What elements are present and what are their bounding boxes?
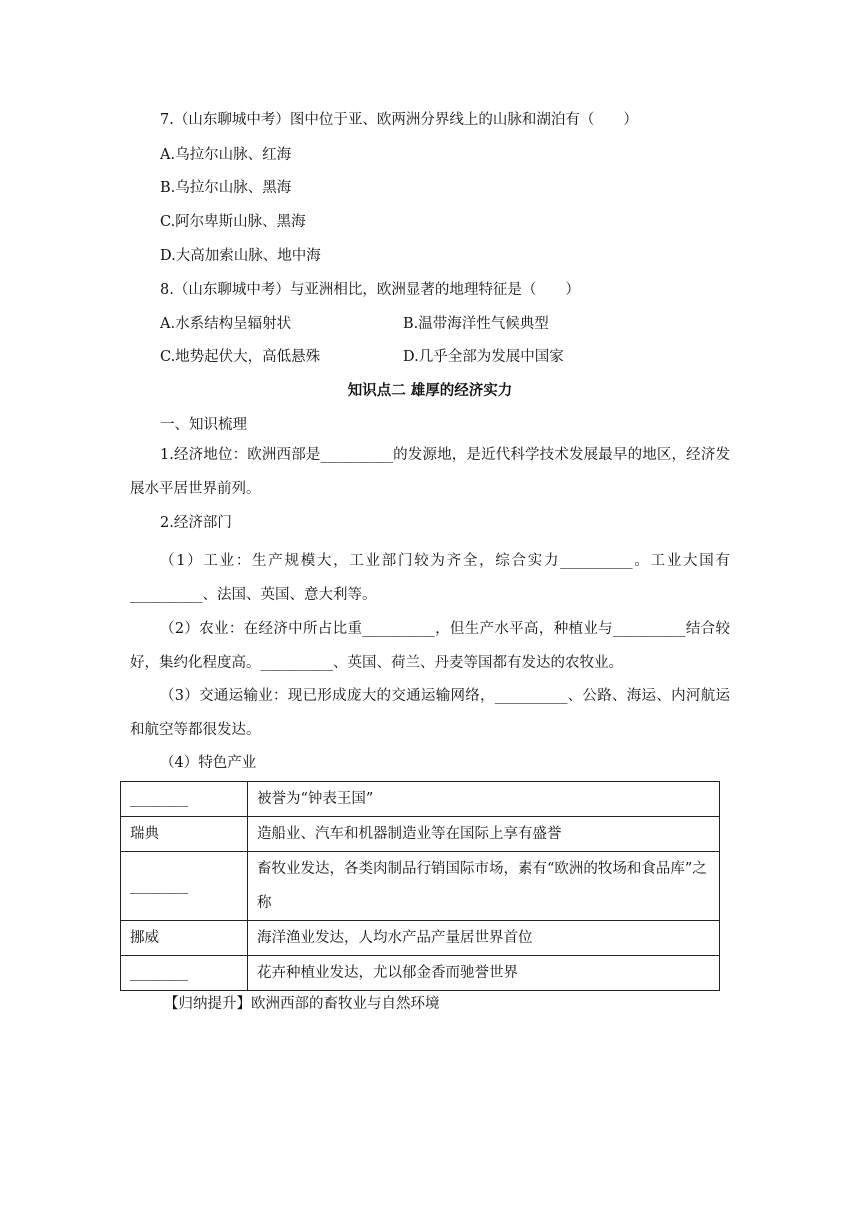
question-7-option-b: B.乌拉尔山脉、黑海 [160, 180, 292, 196]
question-8-stem: 8.（山东聊城中考）与亚洲相比，欧洲显著的地理特征是（ ） [160, 282, 580, 298]
table-cell-description: 海洋渔业发达，人均水产品产量居世界首位 [248, 921, 720, 956]
question-8-option-b: B.温带海洋性气候典型 [403, 316, 549, 332]
table-cell-description: 畜牧业发达，各类肉制品行销国际市场，素有“欧洲的牧场和食品库”之称 [248, 852, 720, 921]
question-8-option-c: C.地势起伏大，高低悬殊 [160, 349, 321, 365]
table-cell-country: 瑞典 [121, 817, 248, 852]
question-7-option-d: D.大高加索山脉、地中海 [160, 248, 321, 264]
table-cell-description: 被誉为“钟表王国” [248, 782, 720, 817]
question-7-option-a: A.乌拉尔山脉、红海 [160, 147, 292, 163]
paragraph-transport: （3）交通运输业：现已形成庞大的交通运输网络，__________、公路、海运、内河航运和航空等都很发达。 [130, 688, 730, 738]
table-cell-country: ________ [121, 956, 248, 991]
table-row [121, 852, 720, 921]
table-cell-country: ________ [121, 852, 248, 921]
paragraph-economic-status: 1.经济地位：欧洲西部是__________的发源地，是近代科学技术发展最早的地区，经济发展水平居世界前列。 [130, 447, 730, 497]
table-row [121, 956, 720, 991]
paragraph-agriculture: （2）农业：在经济中所占比重__________，但生产水平高，种植业与__________结合较好，集约化程度高。__________、英国、荷兰、丹麦等国都有发达的农牧业。 [130, 621, 730, 671]
table-row [121, 817, 720, 852]
table-row [121, 921, 720, 956]
table-cell-country: 挪威 [121, 921, 248, 956]
special-industry-table [120, 781, 720, 991]
table-cell-country: ________ [121, 782, 248, 817]
table-cell-description: 花卉种植业发达，尤以郁金香而驰誉世界 [248, 956, 720, 991]
question-8-option-d: D.几乎全部为发展中国家 [403, 349, 564, 365]
subsection-heading: 一、知识梳理 [160, 417, 247, 433]
paragraph-industry: （1）工业：生产规模大，工业部门较为齐全，综合实力__________。工业大国有__________、法国、英国、意大利等。 [130, 553, 730, 603]
question-8-option-a: A.水系结构呈辐射状 [160, 316, 292, 332]
section-title: 知识点二 雄厚的经济实力 [347, 382, 513, 399]
table-row [121, 782, 720, 817]
question-7-stem: 7.（山东聊城中考）图中位于亚、欧两洲分界线上的山脉和湖泊有（ ） [160, 112, 638, 128]
table-cell-description: 造船业、汽车和机器制造业等在国际上享有盛誉 [248, 817, 720, 852]
paragraph-economic-sectors: 2.经济部门 [160, 515, 232, 531]
summary-heading: 【归纳提升】欧洲西部的畜牧业与自然环境 [164, 996, 440, 1012]
question-7-option-c: C.阿尔卑斯山脉、黑海 [160, 214, 306, 230]
paragraph-special-industry: （4）特色产业 [160, 755, 257, 771]
